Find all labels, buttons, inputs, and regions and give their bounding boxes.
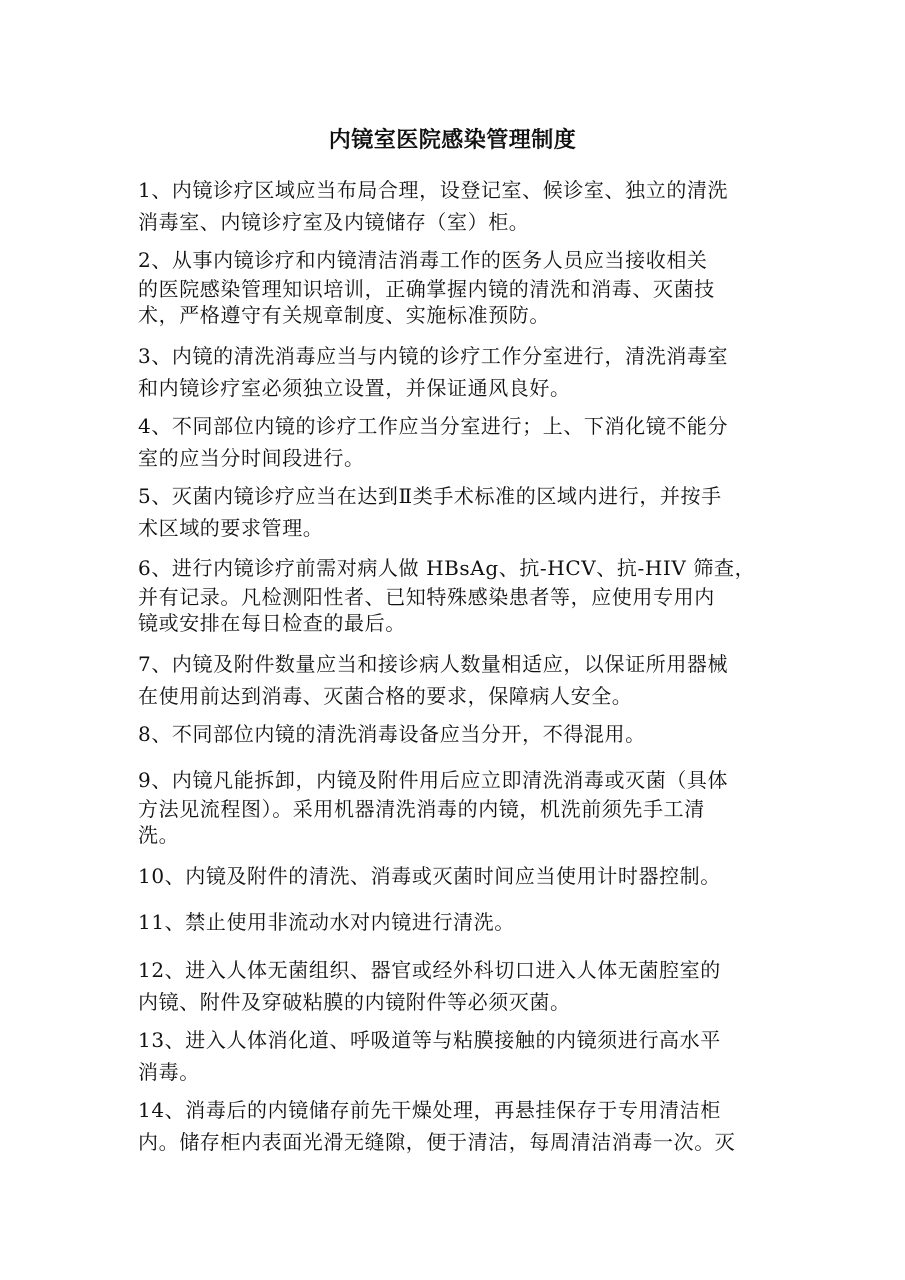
clause-6 [138,552,774,636]
clause-line: 5、灭菌内镜诊疗应当在达到Ⅱ类手术标准的区域内进行，并按手 [138,484,722,508]
clause-13 [138,1024,774,1088]
document-title: 内镜室医院感染管理制度 [328,127,577,153]
clause-line: 3、内镜的清洗消毒应当与内镜的诊疗工作分室进行，清洗消毒室 [138,344,729,368]
clause-line: 并有记录。凡检测阳性者、已知特殊感染患者等，应使用专用内 [138,585,715,609]
clause-line: 1、内镜诊疗区域应当布局合理，设登记室、候诊室、独立的清洗 [138,178,729,202]
clause-line: 4、不同部位内镜的诊疗工作应当分室进行；上、下消化镜不能分 [138,414,729,438]
clause-line: 镜或安排在每日检查的最后。 [138,611,406,635]
clause-10 [138,860,774,892]
clause-8 [138,718,774,750]
clause-line: 13、进入人体消化道、呼吸道等与粘膜接触的内镜须进行高水平 [138,1028,721,1052]
clause-12 [138,954,774,1018]
clause-line: 11、禁止使用非流动水对内镜进行清洗。 [138,910,515,934]
clause-line: 内镜、附件及穿破粘膜的内镜附件等必须灭菌。 [138,990,571,1014]
clause-7 [138,648,774,712]
clause-line: 方法见流程图）。采用机器清洗消毒的内镜，机洗前须先手工清 [138,797,705,821]
clause-line: 术区域的要求管理。 [138,516,324,540]
clause-1 [138,174,774,238]
clause-line: 2、从事内镜诊疗和内镜清洁消毒工作的医务人员应当接收相关 [138,248,708,272]
clause-line: 洗。 [138,823,180,847]
clause-line: 8、不同部位内镜的清洗消毒设备应当分开，不得混用。 [138,722,646,746]
clause-2 [138,244,774,328]
clause-line: 7、内镜及附件数量应当和接诊病人数量相适应，以保证所用器械 [138,652,729,676]
clause-line: 室的应当分时间段进行。 [138,446,365,470]
clause-line: 9、内镜凡能拆卸，内镜及附件用后应立即清洗消毒或灭菌（具体 [138,768,729,792]
clause-line: 10、内镜及附件的清洗、消毒或灭菌时间应当使用计时器控制。 [138,864,721,888]
clause-line: 消毒室、内镜诊疗室及内镜储存（室）柜。 [138,210,530,234]
clause-3 [138,340,774,404]
clause-4 [138,410,774,474]
clause-line: 14、消毒后的内镜储存前先干燥处理，再悬挂保存于专用清洁柜 [138,1098,721,1122]
clause-5 [138,480,774,544]
clause-line: 和内镜诊疗室必须独立设置，并保证通风良好。 [138,376,571,400]
clause-line: 的医院感染管理知识培训，正确掌握内镜的清洗和消毒、灭菌技 [138,277,715,301]
clause-11 [138,906,774,938]
clause-line: 6、进行内镜诊疗前需对病人做 HBsAg、抗-HCV、抗-HIV 筛查， [138,556,756,580]
clause-line: 在使用前达到消毒、灭菌合格的要求，保障病人安全。 [138,684,633,708]
clause-line: 12、进入人体无菌组织、器官或经外科切口进入人体无菌腔室的 [138,958,721,982]
clause-line: 消毒。 [138,1060,200,1084]
clause-line: 内。储存柜内表面光滑无缝隙，便于清洁，每周清洁消毒一次。灭 [138,1130,736,1154]
clause-9 [138,764,774,848]
clause-line: 术，严格遵守有关规章制度、实施标准预防。 [138,303,550,327]
clause-14 [138,1094,774,1158]
